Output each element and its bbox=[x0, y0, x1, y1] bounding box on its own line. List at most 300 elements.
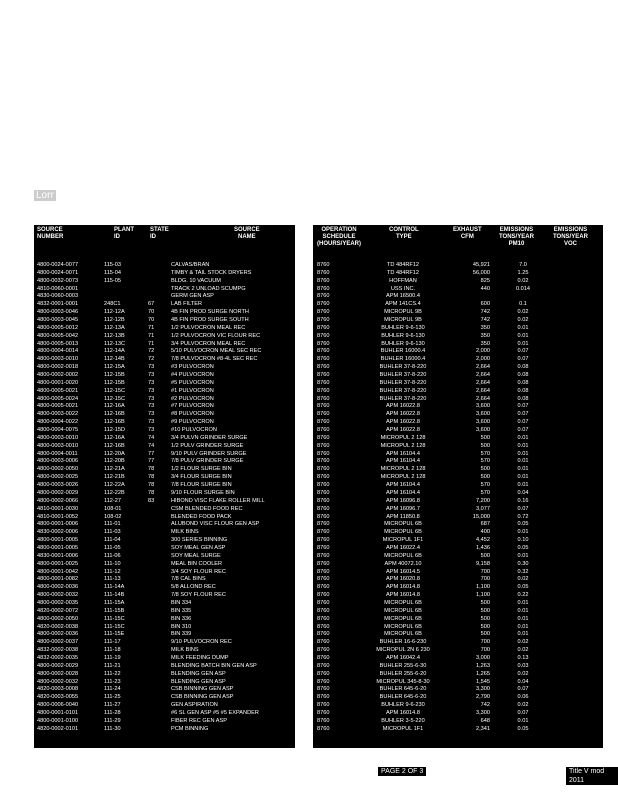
cell-plant-id: 112-16A bbox=[104, 403, 125, 410]
cell-source-number: 4800-0001-0082 bbox=[37, 576, 79, 583]
cell-source-name: 9/10 PULVOCRON REC bbox=[171, 639, 232, 646]
table-row bbox=[34, 451, 295, 459]
cell-source-number: 4800-0002-0028 bbox=[37, 670, 79, 677]
table-row bbox=[313, 435, 603, 443]
cell-source-number: 4800-0002-0050 bbox=[37, 615, 79, 622]
cell-source-name: 3/4 SOY FLOUR REC bbox=[171, 568, 226, 575]
cell-operation-schedule: 8760 bbox=[317, 309, 330, 316]
cell-control-type: BUHLER 9-6-130 bbox=[381, 332, 425, 339]
table-row bbox=[313, 679, 603, 687]
cell-emissions-pm: 0.01 bbox=[517, 482, 529, 489]
cell-exhaust-cfm: 3,600 bbox=[476, 411, 490, 418]
table-row bbox=[313, 631, 603, 639]
cell-source-number: 4832-0001-0001 bbox=[37, 301, 79, 308]
cell-source-name: CALVAS/BRAN bbox=[171, 262, 210, 268]
cell-source-number: 4820-0002-0072 bbox=[37, 607, 79, 614]
cell-state-id: 67 bbox=[148, 301, 155, 308]
cell-state-id: 72 bbox=[148, 348, 155, 355]
cell-exhaust-cfm: 2,664 bbox=[476, 379, 490, 386]
cell-plant-id: 115-03 bbox=[104, 262, 122, 268]
cell-source-name: #10 PULVOCRON bbox=[171, 427, 217, 434]
cell-plant-id: 112-22A bbox=[104, 482, 125, 489]
cell-source-name: BIN 336 bbox=[171, 615, 192, 622]
cell-exhaust-cfm: 4,452 bbox=[476, 537, 490, 544]
table-row bbox=[313, 694, 603, 702]
cell-source-number: 4800-0002-0066 bbox=[37, 497, 79, 504]
cell-control-type: MICROPUL 6B bbox=[384, 631, 422, 638]
cell-source-name: BIN 339 bbox=[171, 631, 192, 638]
cell-plant-id: 112-20B bbox=[104, 458, 125, 465]
cell-control-type: BUHLER 37-8-220 bbox=[379, 364, 427, 371]
cell-control-type: MICROPUL 6B bbox=[384, 552, 422, 559]
cell-state-id: 74 bbox=[148, 434, 155, 441]
cell-operation-schedule: 8760 bbox=[317, 521, 330, 528]
cell-exhaust-cfm: 1,545 bbox=[476, 678, 490, 685]
cell-emissions-pm: 0.30 bbox=[517, 560, 529, 567]
cell-exhaust-cfm: 3,600 bbox=[476, 427, 490, 434]
cell-plant-id: 115-05 bbox=[104, 277, 122, 284]
cell-emissions-pm: 0.08 bbox=[517, 395, 529, 402]
cell-control-type: MICROPUL 2 128 bbox=[380, 434, 426, 441]
cell-operation-schedule: 8760 bbox=[317, 615, 330, 622]
footer-page-number: PAGE 2 OF 3 bbox=[378, 767, 426, 776]
cell-plant-id: 112-13B bbox=[104, 332, 125, 339]
cell-emissions-pm: 0.02 bbox=[517, 317, 529, 324]
table-row bbox=[313, 663, 603, 671]
table-row bbox=[34, 286, 295, 294]
header-exhaust-cfm: EXHAUST CFM bbox=[453, 227, 482, 240]
cell-exhaust-cfm: 3,077 bbox=[476, 505, 490, 512]
table-row bbox=[34, 663, 295, 671]
cell-emissions-pm: 0.07 bbox=[517, 411, 529, 418]
table-row bbox=[34, 490, 295, 498]
cell-control-type: APM 16022.8 bbox=[386, 419, 420, 426]
cell-plant-id: 111-27 bbox=[104, 702, 121, 709]
cell-source-number: 4800-0001-0005 bbox=[37, 544, 79, 551]
cell-source-number: 4810-0060-0001 bbox=[37, 285, 79, 292]
source-table-rows bbox=[34, 262, 295, 734]
cell-control-type: APM 16022.8 bbox=[386, 411, 420, 418]
table-row bbox=[313, 286, 603, 294]
table-row bbox=[34, 317, 295, 325]
cell-emissions-pm: 0.01 bbox=[517, 529, 529, 536]
table-row bbox=[34, 270, 295, 278]
cell-source-name: BLENDED FOOD PACK bbox=[171, 513, 232, 520]
emissions-table bbox=[313, 225, 603, 748]
table-row bbox=[313, 388, 603, 396]
cell-plant-id: 112-15C bbox=[104, 387, 126, 394]
cell-exhaust-cfm: 570 bbox=[480, 450, 490, 457]
cell-source-name: #1 PULVOCRON bbox=[171, 387, 214, 394]
cell-emissions-pm: 0.01 bbox=[517, 474, 529, 481]
cell-control-type: MICROPUL 2 128 bbox=[380, 466, 426, 473]
cell-source-name: 7/8 PULVOCRON #8-4L SEC REC bbox=[171, 356, 258, 363]
cell-source-name: BLENDING GEN ASP bbox=[171, 670, 226, 677]
table-row bbox=[34, 380, 295, 388]
table-row bbox=[34, 694, 295, 702]
cell-emissions-pm: 0.04 bbox=[517, 489, 529, 496]
cell-exhaust-cfm: 2,664 bbox=[476, 395, 490, 402]
cell-control-type: MICROPUL 6B bbox=[384, 529, 422, 536]
cell-source-number: 4800-0003-0010 bbox=[37, 434, 79, 441]
cell-plant-id: 112-15B bbox=[104, 379, 125, 386]
cell-operation-schedule: 8760 bbox=[317, 348, 330, 355]
cell-state-id: 73 bbox=[148, 379, 155, 386]
cell-operation-schedule: 8760 bbox=[317, 324, 330, 331]
table-row bbox=[313, 671, 603, 679]
cell-exhaust-cfm: 500 bbox=[480, 623, 490, 630]
cell-source-name: TRACK 2 UNLOAD SCUMPG bbox=[171, 285, 246, 292]
cell-plant-id: 111-13 bbox=[104, 576, 121, 583]
cell-source-name: CSB BINNING GEN ASP bbox=[171, 694, 234, 701]
cell-source-number: 4800-0003-0010 bbox=[37, 356, 79, 363]
table-row bbox=[34, 686, 295, 694]
cell-state-id: 73 bbox=[148, 364, 155, 371]
cell-source-name: 5/8 ALLOND REC bbox=[171, 584, 216, 591]
cell-exhaust-cfm: 56,000 bbox=[472, 269, 490, 276]
cell-emissions-pm: 7.0 bbox=[519, 262, 527, 268]
cell-emissions-pm: 0.07 bbox=[517, 403, 529, 410]
cell-source-number: 4800-0001-0100 bbox=[37, 717, 79, 724]
table-row bbox=[313, 458, 603, 466]
cell-source-name: BIN 335 bbox=[171, 607, 192, 614]
table-row bbox=[313, 325, 603, 333]
cell-emissions-pm: 0.01 bbox=[517, 332, 529, 339]
cell-operation-schedule: 8760 bbox=[317, 599, 330, 606]
cell-operation-schedule: 8760 bbox=[317, 529, 330, 536]
cell-exhaust-cfm: 440 bbox=[480, 285, 490, 292]
table-row bbox=[34, 309, 295, 317]
table-row bbox=[34, 631, 295, 639]
table-row bbox=[313, 584, 603, 592]
cell-exhaust-cfm: 700 bbox=[480, 647, 490, 654]
cell-exhaust-cfm: 742 bbox=[480, 702, 490, 709]
cell-control-type: MICROPUL 9B bbox=[384, 309, 422, 316]
cell-state-id: 78 bbox=[148, 474, 155, 481]
table-row bbox=[313, 624, 603, 632]
cell-source-number: 4800-0005-0012 bbox=[37, 324, 79, 331]
cell-control-type: MICROPUL 2 128 bbox=[380, 474, 426, 481]
table-row bbox=[34, 341, 295, 349]
cell-source-name: 300 SERIES BINNING bbox=[171, 537, 228, 544]
table-row bbox=[313, 545, 603, 553]
cell-plant-id: 112-15D bbox=[104, 427, 126, 434]
cell-exhaust-cfm: 570 bbox=[480, 458, 490, 465]
cell-exhaust-cfm: 9,158 bbox=[476, 560, 490, 567]
cell-state-id: 73 bbox=[148, 372, 155, 379]
cell-exhaust-cfm: 7,200 bbox=[476, 497, 490, 504]
table-row bbox=[313, 506, 603, 514]
cell-source-name: GERM GEN ASP bbox=[171, 293, 214, 300]
cell-plant-id: 111-21 bbox=[104, 662, 121, 669]
cell-source-name: BLENDING GEN ASP bbox=[171, 678, 226, 685]
cell-emissions-pm: 0.07 bbox=[517, 709, 529, 716]
cell-control-type: APM 16014.8 bbox=[386, 584, 420, 591]
cell-source-number: 4820-0003-0055 bbox=[37, 694, 79, 701]
cell-exhaust-cfm: 3,600 bbox=[476, 403, 490, 410]
table-row bbox=[34, 639, 295, 647]
table-row bbox=[34, 647, 295, 655]
cell-operation-schedule: 8760 bbox=[317, 647, 330, 654]
cell-exhaust-cfm: 2,000 bbox=[476, 356, 490, 363]
table-row bbox=[313, 270, 603, 278]
table-row bbox=[34, 655, 295, 663]
cell-source-name: 3/4 FLOUR SURGE BIN bbox=[171, 474, 232, 481]
cell-source-name: MEAL BIN COOLER bbox=[171, 560, 223, 567]
cell-exhaust-cfm: 700 bbox=[480, 576, 490, 583]
cell-source-number: 4820-0002-0101 bbox=[37, 725, 79, 732]
cell-emissions-pm: 0.014 bbox=[516, 285, 530, 292]
cell-source-number: 4830-0002-0006 bbox=[37, 529, 79, 536]
cell-exhaust-cfm: 350 bbox=[480, 332, 490, 339]
cell-plant-id: 111-28 bbox=[104, 709, 121, 716]
cell-source-name: #6 SL GEN ASP #5 #5 EXPANDER bbox=[171, 709, 259, 716]
cell-exhaust-cfm: 500 bbox=[480, 615, 490, 622]
table-row bbox=[34, 301, 295, 309]
cell-emissions-pm: 0.07 bbox=[517, 348, 529, 355]
cell-control-type: APM 16104.4 bbox=[386, 489, 420, 496]
cell-exhaust-cfm: 700 bbox=[480, 568, 490, 575]
cell-emissions-pm: 0.08 bbox=[517, 387, 529, 394]
cell-operation-schedule: 8760 bbox=[317, 277, 330, 284]
cell-emissions-pm: 0.05 bbox=[517, 725, 529, 732]
cell-plant-id: 111-18 bbox=[104, 647, 121, 654]
cell-plant-id: 111-01 bbox=[104, 521, 121, 528]
cell-source-number: 4800-0004-0022 bbox=[37, 419, 79, 426]
cell-emissions-pm: 0.08 bbox=[517, 372, 529, 379]
cell-emissions-pm: 0.07 bbox=[517, 505, 529, 512]
cell-emissions-pm: 0.32 bbox=[517, 568, 529, 575]
table-row bbox=[313, 529, 603, 537]
cell-operation-schedule: 8760 bbox=[317, 623, 330, 630]
cell-operation-schedule: 8760 bbox=[317, 364, 330, 371]
cell-plant-id: 111-14A bbox=[104, 584, 125, 591]
table-row bbox=[313, 616, 603, 624]
cell-plant-id: 112-13A bbox=[104, 324, 125, 331]
cell-control-type: USS INC. bbox=[390, 285, 416, 292]
cell-control-type: APM 16022.8 bbox=[386, 403, 420, 410]
cell-operation-schedule: 8760 bbox=[317, 686, 330, 693]
cell-emissions-pm: 0.16 bbox=[517, 497, 529, 504]
cell-emissions-pm: 0.05 bbox=[517, 521, 529, 528]
cell-source-number: 4800-0001-0020 bbox=[37, 379, 79, 386]
cell-source-number: 4800-0001-0005 bbox=[37, 537, 79, 544]
cell-control-type: BUHLER 16000.4 bbox=[380, 348, 426, 355]
cell-emissions-pm: 0.07 bbox=[517, 356, 529, 363]
table-row bbox=[34, 521, 295, 529]
cell-exhaust-cfm: 648 bbox=[480, 717, 490, 724]
cell-state-id: 71 bbox=[148, 340, 155, 347]
header-plant-id: PLANT ID bbox=[114, 227, 134, 240]
cell-control-type: BUHLER 645-6-20 bbox=[379, 694, 427, 701]
cell-emissions-pm: 0.07 bbox=[517, 419, 529, 426]
cell-source-name: #3 PULVOCRON bbox=[171, 364, 214, 371]
cell-source-number: 4830-0001-0006 bbox=[37, 552, 79, 559]
table-row bbox=[313, 686, 603, 694]
cell-control-type: BUHLER 9-6-230 bbox=[381, 702, 425, 709]
cell-operation-schedule: 8760 bbox=[317, 332, 330, 339]
table-row bbox=[34, 514, 295, 522]
cell-source-number: 4800-0002-0035 bbox=[37, 599, 79, 606]
table-row bbox=[313, 647, 603, 655]
table-row bbox=[313, 293, 603, 301]
cell-plant-id: 112-16B bbox=[104, 442, 125, 449]
cell-operation-schedule: 8760 bbox=[317, 678, 330, 685]
cell-emissions-pm: 0.01 bbox=[517, 450, 529, 457]
table-row bbox=[34, 592, 295, 600]
cell-source-number: 4832-0002-0038 bbox=[37, 647, 79, 654]
cell-emissions-pm: 0.22 bbox=[517, 592, 529, 599]
cell-control-type: APM 16104.4 bbox=[386, 458, 420, 465]
cell-source-number: 4800-0002-0036 bbox=[37, 631, 79, 638]
cell-exhaust-cfm: 2,000 bbox=[476, 348, 490, 355]
cell-source-name: LAB FILTER bbox=[171, 301, 202, 308]
cell-control-type: MICROPUL 9B bbox=[384, 317, 422, 324]
table-row bbox=[313, 474, 603, 482]
table-row bbox=[34, 506, 295, 514]
cell-source-name: MILK BINS bbox=[171, 529, 199, 536]
cell-state-id: 73 bbox=[148, 395, 155, 402]
cell-operation-schedule: 8760 bbox=[317, 552, 330, 559]
cell-source-name: 7/8 FLOUR SURGE BIN bbox=[171, 482, 232, 489]
cell-source-name: #8 PULVOCRON bbox=[171, 411, 214, 418]
cell-exhaust-cfm: 1,263 bbox=[476, 662, 490, 669]
cell-emissions-pm: 0.01 bbox=[517, 552, 529, 559]
cell-operation-schedule: 8760 bbox=[317, 317, 330, 324]
cell-exhaust-cfm: 1,265 bbox=[476, 670, 490, 677]
cell-operation-schedule: 8760 bbox=[317, 403, 330, 410]
cell-source-name: PCM BINNING bbox=[171, 725, 209, 732]
cell-source-number: 4800-0005-0042 bbox=[37, 332, 79, 339]
table-row bbox=[34, 466, 295, 474]
cell-exhaust-cfm: 2,341 bbox=[476, 725, 490, 732]
cell-exhaust-cfm: 500 bbox=[480, 474, 490, 481]
table-row bbox=[34, 348, 295, 356]
cell-plant-id: 111-06 bbox=[104, 552, 121, 559]
table-row bbox=[34, 710, 295, 718]
cell-operation-schedule: 8760 bbox=[317, 654, 330, 661]
cell-operation-schedule: 8760 bbox=[317, 709, 330, 716]
cell-source-number: 4800-0005-0013 bbox=[37, 340, 79, 347]
cell-state-id: 71 bbox=[148, 332, 155, 339]
table-row bbox=[313, 702, 603, 710]
cell-source-number: 4800-0002-0050 bbox=[37, 466, 79, 473]
cell-plant-id: 112-15A bbox=[104, 364, 125, 371]
cell-emissions-pm: 0.07 bbox=[517, 686, 529, 693]
cell-plant-id: 111-23 bbox=[104, 678, 121, 685]
cell-emissions-pm: 0.01 bbox=[517, 434, 529, 441]
table-row bbox=[313, 710, 603, 718]
cell-exhaust-cfm: 500 bbox=[480, 466, 490, 473]
cell-control-type: APM 16014.5 bbox=[386, 568, 420, 575]
cell-exhaust-cfm: 500 bbox=[480, 442, 490, 449]
cell-source-number: 4800-0002-0032 bbox=[37, 678, 79, 685]
cell-emissions-pm: 0.02 bbox=[517, 702, 529, 709]
cell-plant-id: 112-15C bbox=[104, 395, 126, 402]
cell-source-number: 4800-0003-0006 bbox=[37, 458, 79, 465]
cell-exhaust-cfm: 742 bbox=[480, 317, 490, 324]
cell-control-type: BUHLER 9-6-130 bbox=[381, 324, 425, 331]
cell-source-name: CSM BLENDED FOOD REC bbox=[171, 505, 243, 512]
header-emissions-pm: EMISSIONS TONS/YEAR PM10 bbox=[499, 227, 534, 247]
cell-source-number: 4800-0002-0029 bbox=[37, 489, 79, 496]
cell-operation-schedule: 8760 bbox=[317, 411, 330, 418]
cell-source-number: 4810-0001-0052 bbox=[37, 513, 79, 520]
cell-operation-schedule: 8760 bbox=[317, 489, 330, 496]
cell-control-type: APM 16104.4 bbox=[386, 450, 420, 457]
cell-operation-schedule: 8760 bbox=[317, 356, 330, 363]
cell-control-type: BUHLER 255-6-20 bbox=[379, 670, 427, 677]
cell-plant-id: 111-19 bbox=[104, 654, 121, 661]
cell-control-type: HOFFMAN bbox=[389, 277, 417, 284]
table-row bbox=[313, 521, 603, 529]
table-row bbox=[313, 537, 603, 545]
cell-source-number: 4800-0024-0071 bbox=[37, 269, 79, 276]
cell-operation-schedule: 8760 bbox=[317, 607, 330, 614]
cell-operation-schedule: 8760 bbox=[317, 269, 330, 276]
cell-control-type: APM 16500.4 bbox=[386, 293, 420, 300]
cell-exhaust-cfm: 1,436 bbox=[476, 544, 490, 551]
cell-state-id: 73 bbox=[148, 427, 155, 434]
cell-control-type: APM 16042.4 bbox=[386, 654, 420, 661]
table-row bbox=[34, 372, 295, 380]
cell-plant-id: 112-21B bbox=[104, 474, 125, 481]
cell-plant-id: 112-14B bbox=[104, 356, 125, 363]
cell-operation-schedule: 8760 bbox=[317, 419, 330, 426]
cell-operation-schedule: 8760 bbox=[317, 301, 330, 308]
cell-control-type: MICROPUL 6B bbox=[384, 623, 422, 630]
cell-source-name: CSB BINNING GEN ASP bbox=[171, 686, 234, 693]
cell-plant-id: 112-22B bbox=[104, 489, 125, 496]
cell-source-name: 1/2 FLOUR SURGE BIN bbox=[171, 466, 232, 473]
cell-plant-id: 111-17 bbox=[104, 639, 121, 646]
cell-plant-id: 111-22 bbox=[104, 670, 121, 677]
cell-state-id: 73 bbox=[148, 387, 155, 394]
header-state-id: STATE ID bbox=[150, 227, 169, 240]
cell-plant-id: 112-16A bbox=[104, 434, 125, 441]
table-row bbox=[313, 419, 603, 427]
cell-source-name: #2 PULVOCRON bbox=[171, 395, 214, 402]
cell-source-name: BIN 310 bbox=[171, 623, 192, 630]
cell-emissions-pm: 0.02 bbox=[517, 576, 529, 583]
cell-plant-id: 112-16B bbox=[104, 411, 125, 418]
header-emissions-voc: EMISSIONS TONS/YEAR VOC bbox=[553, 227, 588, 247]
cell-control-type: BUHLER 37-8-220 bbox=[379, 379, 427, 386]
table-row bbox=[34, 584, 295, 592]
cell-source-number: 4800-0001-0101 bbox=[37, 709, 79, 716]
table-row bbox=[313, 262, 603, 270]
table-row bbox=[313, 443, 603, 451]
cell-state-id: 70 bbox=[148, 317, 155, 324]
cell-source-number: 4800-0001-0042 bbox=[37, 568, 79, 575]
cell-operation-schedule: 8760 bbox=[317, 482, 330, 489]
cell-operation-schedule: 8760 bbox=[317, 505, 330, 512]
cell-source-name: FIBER REC GEN ASP bbox=[171, 717, 227, 724]
cell-emissions-pm: 0.01 bbox=[517, 466, 529, 473]
table-row bbox=[34, 388, 295, 396]
cell-plant-id: 111-12 bbox=[104, 568, 121, 575]
cell-source-name: 4B FIN PROD SURGE SOUTH bbox=[171, 317, 249, 324]
cell-exhaust-cfm: 570 bbox=[480, 489, 490, 496]
cell-exhaust-cfm: 742 bbox=[480, 309, 490, 316]
table-row bbox=[313, 427, 603, 435]
cell-operation-schedule: 8760 bbox=[317, 450, 330, 457]
cell-operation-schedule: 8760 bbox=[317, 379, 330, 386]
cell-control-type: BUHLER 255-6-30 bbox=[379, 662, 427, 669]
cell-operation-schedule: 8760 bbox=[317, 395, 330, 402]
cell-emissions-pm: 0.01 bbox=[517, 631, 529, 638]
cell-source-number: 4800-0002-0036 bbox=[37, 584, 79, 591]
